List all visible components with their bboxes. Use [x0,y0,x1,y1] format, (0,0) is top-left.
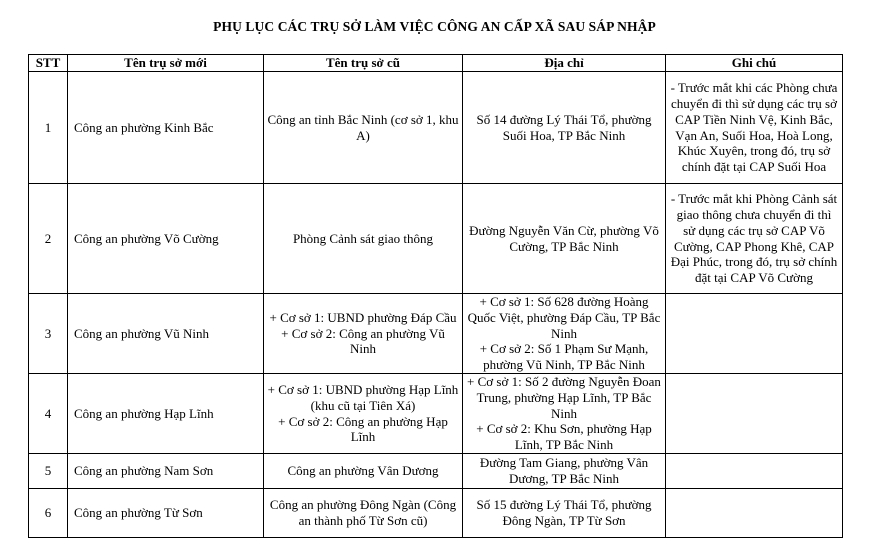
cell-new-name: Công an phường Vũ Ninh [68,294,264,374]
old-name-line: + Cơ sở 2: Công an phường Vũ Ninh [281,325,445,357]
table-row [29,294,843,374]
cell-note [666,374,843,454]
header-old-name: Tên trụ sở cũ [264,55,463,72]
cell-old-name [264,72,463,184]
header-note: Ghi chú [666,55,843,72]
cell-stt: 4 [29,374,68,454]
address-line: + Cơ sở 2: Số 1 Phạm Sư Mạnh, phường Vũ Ninh, TP Bắc Ninh [479,341,649,373]
table-row [29,184,843,294]
cell-new-name: Công an phường Kinh Bắc [68,72,264,184]
cell-old-name [264,184,463,294]
cell-note [666,454,843,489]
header-new-name: Tên trụ sở mới [68,55,264,72]
old-name-line: + Cơ sở 1: UBND phường Hạp Lĩnh (khu cũ tại Tiên Xá) [267,382,459,413]
address-line: + Cơ sở 1: Số 628 đường Hoàng Quốc Việt, phường Đáp Cầu, TP Bắc Ninh [467,294,661,341]
old-name-line: + Cơ sở 1: UBND phường Đáp Cầu [269,309,457,325]
cell-address [463,374,666,454]
header-address: Địa chỉ [463,55,666,72]
document-title: PHỤ LỤC CÁC TRỤ SỞ LÀM VIỆC CÔNG AN CẤP XÃ SAU SÁP NHẬP [213,19,656,34]
cell-old-name [264,489,463,538]
header-stt: STT [29,55,68,72]
cell-stt: 1 [29,72,68,184]
cell-new-name: Công an phường Nam Sơn [68,454,264,489]
cell-address [463,72,666,184]
cell-old-name [264,374,463,454]
cell-note [666,489,843,538]
cell-stt: 6 [29,489,68,538]
address-line: Số 15 đường Lý Thái Tổ, phường Đông Ngàn, TP Từ Sơn [476,497,652,528]
old-name-line: Công an phường Đông Ngàn (Công an thành phố Từ Sơn cũ) [269,497,457,528]
address-line: Đường Tam Giang, phường Vân Dương, TP Bắc Ninh [479,455,649,486]
address-line: + Cơ sở 1: Số 2 đường Nguyễn Đoan Trung, phường Hạp Lĩnh, TP Bắc Ninh [467,374,661,421]
cell-note [666,294,843,374]
table-row [29,374,843,454]
cell-address [463,489,666,538]
address-line: + Cơ sở 2: Khu Sơn, phường Hạp Lĩnh, TP Bắc Ninh [476,421,652,453]
address-line: Đường Nguyễn Văn Cừ, phường Võ Cường, TP Bắc Ninh [469,222,659,254]
cell-address [463,294,666,374]
cell-old-name [264,454,463,489]
cell-stt: 3 [29,294,68,374]
headquarters-table [28,54,843,538]
table-row [29,454,843,489]
cell-address [463,454,666,489]
cell-new-name: Công an phường Từ Sơn [68,489,264,538]
old-name-line: + Cơ sở 2: Công an phường Hạp Lĩnh [278,413,448,445]
cell-note: - Trước mắt khi các Phòng chưa chuyển đi thì sử dụng các trụ sở CAP Tiền Ninh Vệ, Kinh Bắc, Vạn An, Suối Hoa, Hoà Long, Khúc Xuyên, trong đó, trụ sở chính đặt tại CAP Suối Hoa [666,72,843,184]
cell-note: - Trước mắt khi Phòng Cảnh sát giao thông chưa chuyển đi thì sử dụng các trụ sở CAP Võ Cường, CAP Phong Khê, CAP Đại Phúc, trong đó, trụ sở chính đặt tại CAP Võ Cường [666,184,843,294]
old-name-line: Phòng Cảnh sát giao thông [292,230,434,246]
cell-new-name: Công an phường Hạp Lĩnh [68,374,264,454]
cell-old-name [264,294,463,374]
cell-new-name: Công an phường Võ Cường [68,184,264,294]
old-name-line: Công an phường Vân Dương [287,463,439,479]
old-name-line: Công an tỉnh Bắc Ninh (cơ sở 1, khu A) [267,111,459,143]
table-row [29,489,843,538]
table-header-row [29,55,843,72]
cell-stt: 5 [29,454,68,489]
address-line: Số 14 đường Lý Thái Tổ, phường Suối Hoa, TP Bắc Ninh [476,111,652,143]
table-row [29,72,843,184]
cell-address [463,184,666,294]
cell-stt: 2 [29,184,68,294]
